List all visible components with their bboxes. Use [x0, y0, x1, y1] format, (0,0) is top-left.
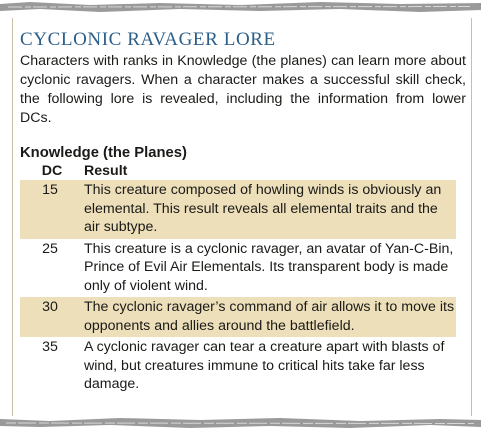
dc-cell: 35 [42, 339, 58, 355]
sidebar-content [20, 29, 466, 396]
sidebar-title: CYCLONIC RAVAGER LORE [20, 29, 276, 50]
table-header-row [20, 163, 456, 180]
result-cell: The cyclonic ravager’s command of air allows it to move its opponents and allies around the battlefield. [84, 297, 456, 337]
table-row [20, 297, 456, 337]
result-cell: This creature is a cyclonic ravager, an avatar of Yan-C-Bin, Prince of Evil Air Elementals. Its transparent body is made only of violent wind. [84, 240, 454, 294]
result-cell: A cyclonic ravager can tear a creature apart with blasts of wind, but creatures immune to critical hits take far less damage. [84, 339, 445, 392]
table-row [20, 337, 456, 396]
result-column-header: Result [84, 163, 128, 179]
dc-cell: 25 [42, 240, 58, 257]
section-heading: Knowledge (the Planes) [20, 145, 187, 161]
dc-cell: 15 [20, 180, 84, 239]
dc-cell: 30 [20, 297, 84, 337]
bottom-rule [0, 416, 481, 430]
dc-column-header: DC [41, 163, 63, 179]
result-cell: This creature composed of howling winds is obviously an elemental. This result reveals all elemental traits and the air subtype. [84, 180, 456, 239]
lore-table [20, 163, 456, 396]
table-row [20, 180, 456, 239]
table-row [20, 239, 456, 298]
intro-paragraph: Characters with ranks in Knowledge (the planes) can learn more about cyclonic ravagers. When a character makes a successful skill check, the following lore is revealed, including the information from lower DCs. [20, 53, 466, 126]
lore-sidebar [12, 18, 472, 416]
top-rule [0, 0, 481, 14]
